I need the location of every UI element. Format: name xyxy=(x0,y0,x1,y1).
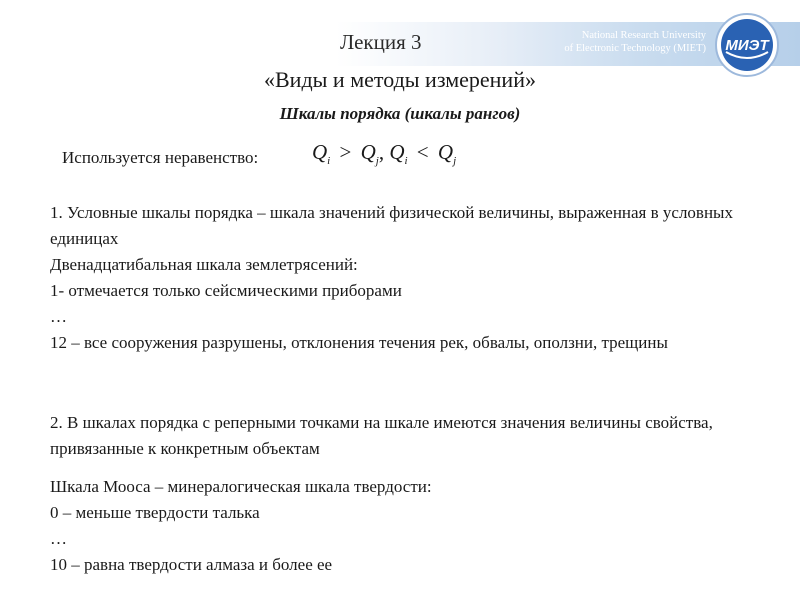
section-1-line-4: 12 – все сооружения разрушены, отклонения течения рек, обвалы, оползни, трещины xyxy=(50,333,668,352)
inequality-label: Используется неравенство: xyxy=(62,148,259,167)
section-2-line-1: Шкала Мооса – минералогическая шкала твердости: xyxy=(50,477,432,496)
section-1-heading: 1. Условные шкалы порядка – шкала значений физической величины, выраженная в условных единицах xyxy=(50,203,733,248)
university-name xyxy=(564,29,706,55)
section-2-heading: 2. В шкалах порядка с реперными точками на шкале имеются значения величины свойства, привязанные к конкретным объектам xyxy=(50,413,713,458)
section-1-line-3: … xyxy=(50,307,67,326)
section-2-line-2: 0 – меньше твердости талька xyxy=(50,503,260,522)
section-2 xyxy=(50,410,760,462)
university-line-2: of Electronic Technology (MIET) xyxy=(564,43,706,54)
section-2-line-3: … xyxy=(50,529,67,548)
section-1-line-1: Двенадцатибальная шкала землетрясений: xyxy=(50,255,358,274)
section-2-line-4: 10 – равна твердости алмаза и более ее xyxy=(50,555,333,574)
lecture-label: Лекция 3 xyxy=(340,30,422,54)
university-line-1: National Research University xyxy=(581,30,706,41)
section-2-list xyxy=(50,474,760,578)
section-1-line-2: 1- отмечается только сейсмическими приборами xyxy=(50,281,402,300)
section-1 xyxy=(50,200,760,356)
inequality-formula: $Q_i > Q_j$, $Q_i < Q_j$ xyxy=(312,140,457,167)
page-subtitle: Шкалы порядка (шкалы рангов) xyxy=(279,104,521,123)
logo-text: МИЭТ xyxy=(725,37,769,54)
page-title: «Виды и методы измерений» xyxy=(264,67,536,92)
